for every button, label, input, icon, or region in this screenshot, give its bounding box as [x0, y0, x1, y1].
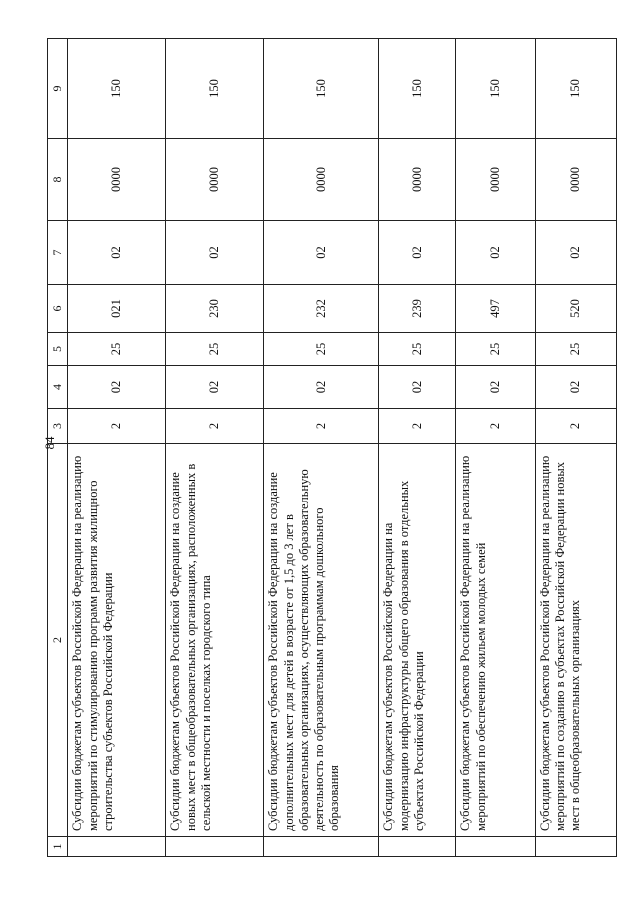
code-cell: 25	[456, 333, 536, 366]
table-header-row	[48, 39, 68, 857]
table-row	[456, 39, 536, 857]
code-cell: 2	[166, 409, 264, 444]
empty-cell	[456, 837, 536, 857]
code-cell: 520	[535, 285, 616, 333]
code-cell: 02	[264, 221, 379, 285]
code-cell: 0000	[379, 139, 456, 221]
header-cell: 8	[48, 139, 68, 221]
code-cell: 0000	[456, 139, 536, 221]
empty-cell	[166, 837, 264, 857]
code-cell: 232	[264, 285, 379, 333]
page-number: 84	[42, 436, 57, 450]
header-cell: 4	[48, 366, 68, 409]
code-cell: 2	[264, 409, 379, 444]
code-cell: 02	[68, 221, 166, 285]
header-cell: 5	[48, 333, 68, 366]
table-row	[379, 39, 456, 857]
code-cell: 02	[456, 366, 536, 409]
row-description: Субсидии бюджетам субъектов Российской Федерации на реализацию мероприятий по созданию в субъектах Российской Федерации новых мест в общеобразовательных организациях	[535, 444, 616, 837]
row-description: Субсидии бюджетам субъектов Российской Федерации на реализацию мероприятий по стимулированию программ развития жилищного строительства субъектов Российской Федерации	[68, 444, 166, 837]
empty-cell	[379, 837, 456, 857]
code-cell: 230	[166, 285, 264, 333]
code-cell: 150	[456, 39, 536, 139]
code-cell: 02	[535, 221, 616, 285]
row-description: Субсидии бюджетам субъектов Российской Федерации на создание новых мест в общеобразовательных организациях, расположенных в сельской местности и поселках городского типа	[166, 444, 264, 837]
header-cell: 9	[48, 39, 68, 139]
code-cell: 02	[264, 366, 379, 409]
code-cell: 2	[379, 409, 456, 444]
code-cell: 02	[379, 221, 456, 285]
budget-classification-table	[47, 38, 617, 857]
code-cell: 2	[456, 409, 536, 444]
code-cell: 497	[456, 285, 536, 333]
empty-cell	[264, 837, 379, 857]
code-cell: 150	[264, 39, 379, 139]
header-cell: 2	[48, 444, 68, 837]
rotated-table-container	[47, 39, 617, 857]
code-cell: 02	[456, 221, 536, 285]
empty-cell	[68, 837, 166, 857]
code-cell: 239	[379, 285, 456, 333]
code-cell: 02	[379, 366, 456, 409]
code-cell: 02	[166, 366, 264, 409]
header-cell: 7	[48, 221, 68, 285]
row-description: Субсидии бюджетам субъектов Российской Федерации на модернизацию инфраструктуры общего образования в отдельных субъектах Российской Федерации	[379, 444, 456, 837]
table-row	[166, 39, 264, 857]
code-cell: 25	[535, 333, 616, 366]
code-cell: 150	[379, 39, 456, 139]
code-cell: 150	[535, 39, 616, 139]
code-cell: 0000	[68, 139, 166, 221]
code-cell: 150	[68, 39, 166, 139]
code-cell: 25	[166, 333, 264, 366]
code-cell: 25	[264, 333, 379, 366]
row-description: Субсидии бюджетам субъектов Российской Федерации на реализацию мероприятий по обеспечению жильем молодых семей	[456, 444, 536, 837]
row-description: Субсидии бюджетам субъектов Российской Федерации на создание дополнительных мест для детей в возрасте от 1,5 до 3 лет в образовательных организациях, осуществляющих образовательную деятельность по образовательным программам дошкольного образования	[264, 444, 379, 837]
header-cell: 6	[48, 285, 68, 333]
code-cell: 02	[535, 366, 616, 409]
code-cell: 0000	[264, 139, 379, 221]
code-cell: 02	[166, 221, 264, 285]
code-cell: 0000	[166, 139, 264, 221]
table-row	[535, 39, 616, 857]
header-cell: 3	[48, 409, 68, 444]
code-cell: 021	[68, 285, 166, 333]
header-cell: 1	[48, 837, 68, 857]
table-row	[68, 39, 166, 857]
code-cell: 02	[68, 366, 166, 409]
code-cell: 150	[166, 39, 264, 139]
code-cell: 2	[535, 409, 616, 444]
code-cell: 25	[68, 333, 166, 366]
table-row	[264, 39, 379, 857]
code-cell: 2	[68, 409, 166, 444]
empty-cell	[535, 837, 616, 857]
code-cell: 25	[379, 333, 456, 366]
code-cell: 0000	[535, 139, 616, 221]
